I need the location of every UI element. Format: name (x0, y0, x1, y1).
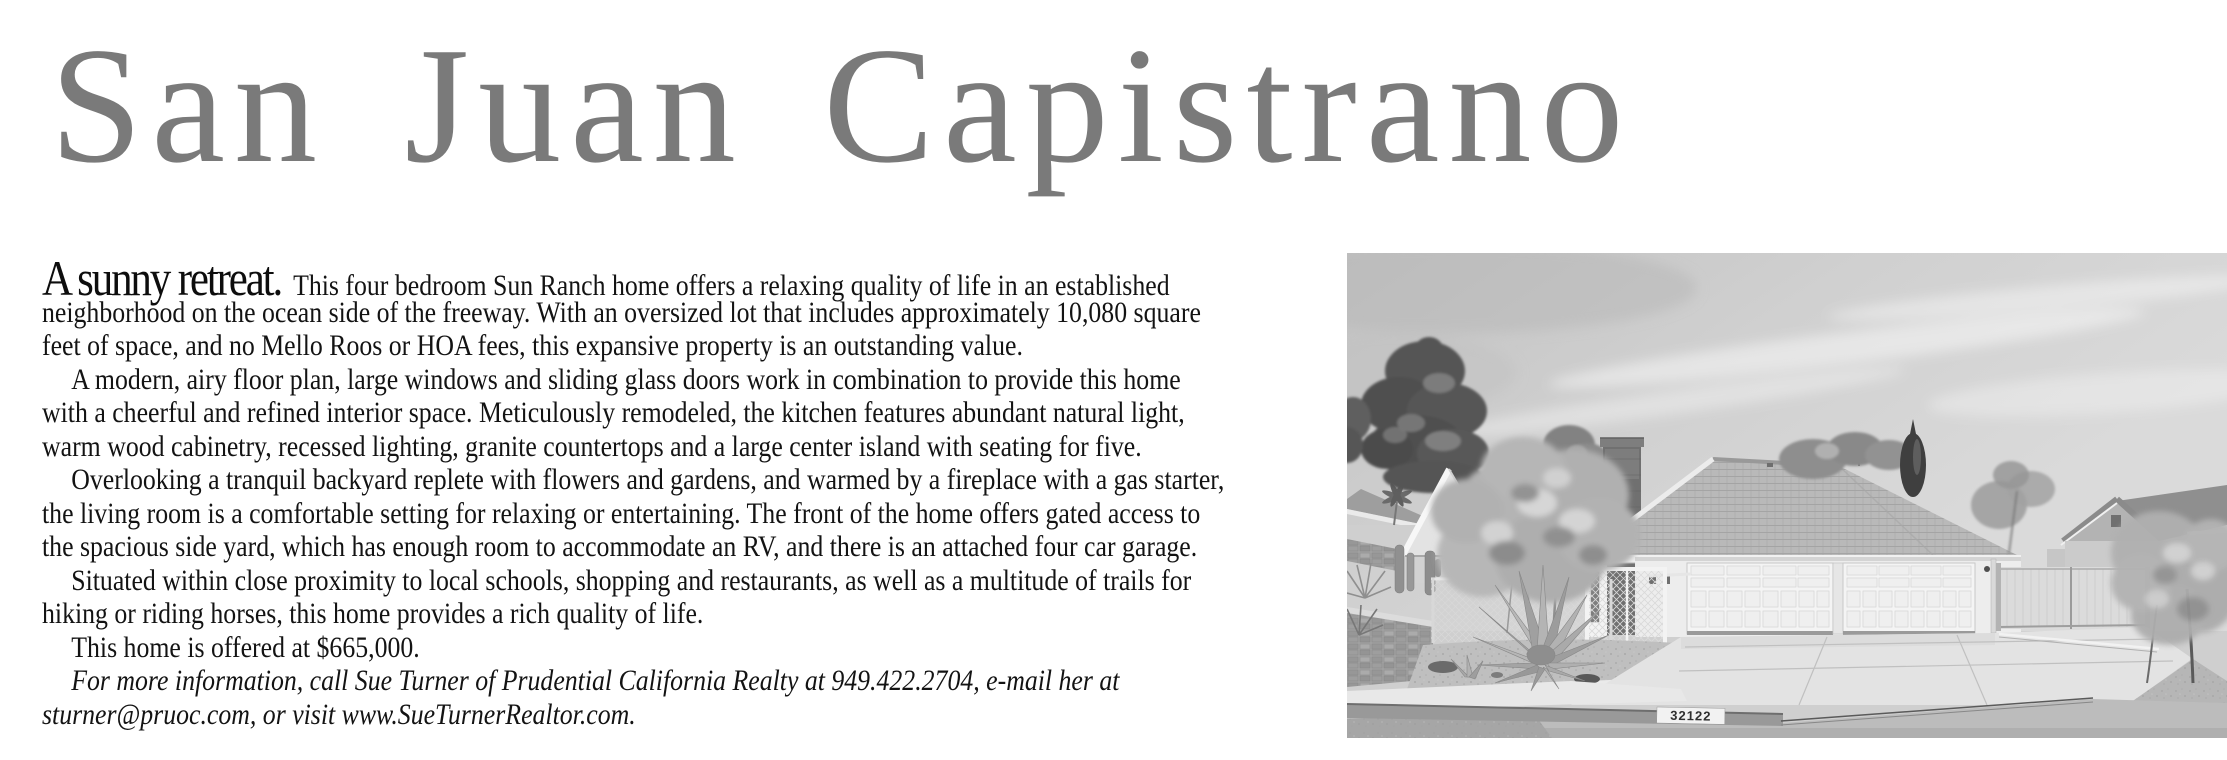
rock (1428, 661, 1458, 673)
masthead-title: San Juan Capistrano (50, 13, 1633, 197)
wall-sconce (1984, 566, 1990, 572)
article-line: Overlooking a tranquil backyard replete with flowers and gardens, and warmed by a fireplace with a gas starter, (71, 463, 1225, 496)
article-line-text: This four bedroom Sun Ranch home offers a relaxing quality of life in an established (293, 269, 1170, 302)
article-line: with a cheerful and refined interior space. Meticulously remodeled, the kitchen features abundant natural light, (42, 396, 1185, 429)
article-line: Situated within close proximity to local schools, shopping and restaurants, as well as a multitude of trails for (71, 563, 1192, 597)
article-line: feet of space, and no Mello Roos or HOA fees, this expansive property is an outstanding value. (42, 329, 1023, 362)
downspout (1991, 559, 1996, 633)
article-line: hiking or riding horses, this home provides a rich quality of life. (42, 597, 704, 630)
article-line (42, 250, 1349, 306)
article-line: For more information, call Sue Turner of Prudential California Realty at 949.422.2704, e-mail her at (71, 664, 1120, 697)
garage-door-right (1843, 563, 1975, 635)
article-line: A modern, airy floor plan, large windows and sliding glass doors work in combination to provide this home (71, 362, 1181, 396)
property-photo-image (1347, 253, 2227, 738)
property-photo (1347, 253, 2227, 738)
article-line: neighborhood on the ocean side of the freeway. With an oversized lot that includes approximately 10,080 square (42, 295, 1201, 329)
rock (1491, 672, 1503, 678)
article-line: This home is offered at $665,000. (71, 630, 420, 664)
article-line: the spacious side yard, which has enough room to accommodate an RV, and there is an attached four car garage. (42, 530, 1198, 563)
curb-number-plate (1657, 707, 1725, 724)
article-line: warm wood cabinetry, recessed lighting, granite countertops and a large center island with seating for five. (42, 429, 1142, 463)
lead-in: A sunny retreat. (42, 250, 282, 306)
curb-number: 32122 (1670, 707, 1712, 724)
garage-door-left (1687, 563, 1833, 635)
article-body (42, 250, 1349, 731)
article-line: the living room is a comfortable setting for relaxing or entertaining. The front of the home offers gated access to (42, 496, 1201, 530)
article-line: sturner@pruoc.com, or visit www.SueTurnerRealtor.com. (42, 697, 636, 731)
